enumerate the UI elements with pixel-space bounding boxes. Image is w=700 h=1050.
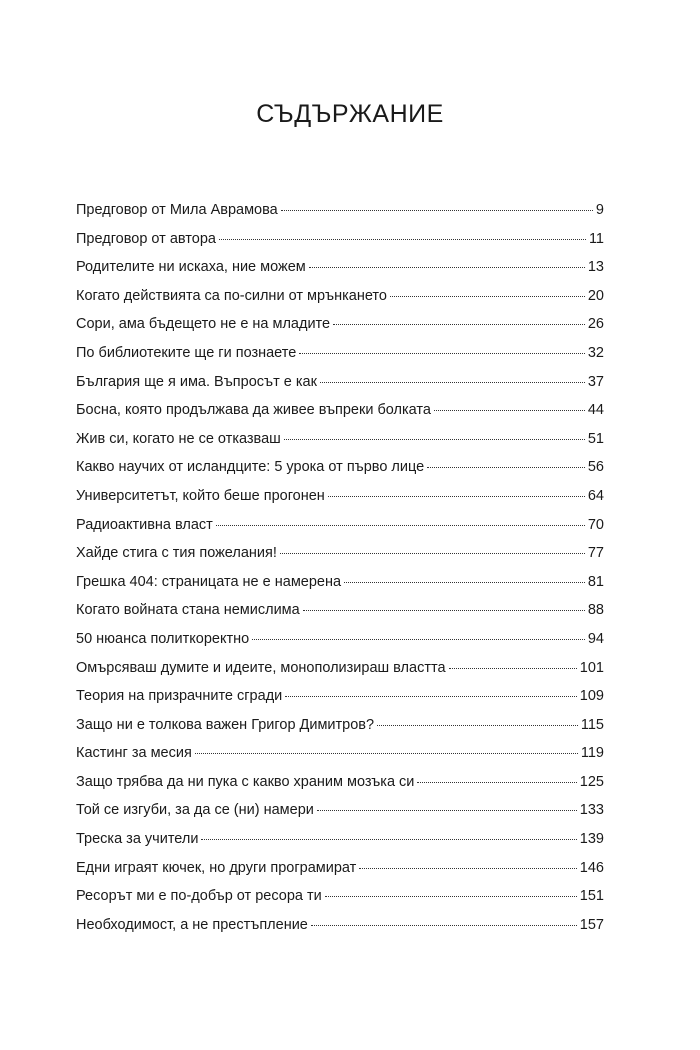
toc-entry-page-number: 94 bbox=[587, 630, 604, 647]
toc-entry bbox=[76, 596, 604, 625]
dot-leader bbox=[195, 753, 578, 754]
dot-leader bbox=[280, 553, 585, 554]
toc-entry-title: Родителите ни искаха, ние можем bbox=[76, 259, 306, 276]
toc-entry bbox=[76, 854, 604, 883]
toc-entry-title: По библиотеките ще ги познаете bbox=[76, 344, 297, 361]
toc-entry bbox=[76, 539, 604, 568]
toc-entry-page-number: 32 bbox=[587, 344, 604, 361]
toc-entry-page-number: 51 bbox=[587, 430, 604, 447]
dot-leader bbox=[303, 610, 585, 611]
toc-entry-title: Жив си, когато не се отказваш bbox=[76, 430, 281, 447]
toc-entry bbox=[76, 253, 604, 282]
toc-entry-page-number: 151 bbox=[579, 888, 604, 905]
toc-entry bbox=[76, 339, 604, 368]
toc-entry bbox=[76, 453, 604, 482]
toc-entry bbox=[76, 625, 604, 654]
toc-entry-page-number: 101 bbox=[579, 659, 604, 676]
toc-entry-title: Хайде стига с тия пожелания! bbox=[76, 545, 277, 562]
toc-entry bbox=[76, 225, 604, 254]
toc-entry bbox=[76, 911, 604, 940]
toc-entry-page-number: 20 bbox=[587, 287, 604, 304]
toc-entry bbox=[76, 568, 604, 597]
dot-leader bbox=[309, 267, 585, 268]
toc-entry bbox=[76, 396, 604, 425]
toc-entry-title: Предговор от автора bbox=[76, 230, 216, 247]
toc-entry-page-number: 115 bbox=[580, 716, 604, 733]
page-title: СЪДЪРЖАНИЕ bbox=[256, 100, 444, 128]
dot-leader bbox=[333, 324, 585, 325]
toc-entry-page-number: 56 bbox=[587, 459, 604, 476]
toc-entry bbox=[76, 368, 604, 397]
dot-leader bbox=[285, 696, 577, 697]
toc-entry-page-number: 64 bbox=[587, 487, 604, 504]
toc-entry-page-number: 125 bbox=[579, 773, 604, 790]
dot-leader bbox=[311, 925, 577, 926]
toc-entry bbox=[76, 482, 604, 511]
table-of-contents bbox=[76, 196, 604, 939]
dot-leader bbox=[344, 582, 585, 583]
toc-entry-title: Защо трябва да ни пука с какво храним мозъка си bbox=[76, 773, 415, 790]
toc-entry bbox=[76, 310, 604, 339]
dot-leader bbox=[359, 868, 577, 869]
dot-leader bbox=[427, 467, 585, 468]
toc-entry bbox=[76, 282, 604, 311]
toc-entry-title: Едни играят кючек, но други програмират bbox=[76, 859, 357, 876]
dot-leader bbox=[434, 410, 585, 411]
toc-entry-title: Теория на призрачните сгради bbox=[76, 688, 283, 705]
toc-entry-title: Радиоактивна власт bbox=[76, 516, 213, 533]
toc-entry bbox=[76, 511, 604, 540]
dot-leader bbox=[325, 896, 577, 897]
toc-entry bbox=[76, 825, 604, 854]
toc-entry-page-number: 11 bbox=[588, 230, 604, 247]
toc-entry-title: Предговор от Мила Аврамова bbox=[76, 202, 278, 218]
dot-leader bbox=[320, 382, 585, 383]
toc-entry-title: Университетът, който беше прогонен bbox=[76, 487, 325, 504]
toc-entry-title: Кастинг за месия bbox=[76, 745, 192, 762]
toc-entry-page-number: 88 bbox=[587, 602, 604, 619]
toc-entry-title: Ресорът ми е по-добър от ресора ти bbox=[76, 888, 322, 905]
toc-entry-title: Когато действията са по-силни от мрънкането bbox=[76, 287, 387, 304]
toc-entry bbox=[76, 654, 604, 683]
toc-entry-title: Треска за учители bbox=[76, 831, 199, 848]
toc-entry-page-number: 26 bbox=[587, 316, 604, 333]
dot-leader bbox=[377, 725, 578, 726]
toc-entry-title: Омърсяваш думите и идеите, монополизираш властта bbox=[76, 659, 446, 676]
toc-entry-page-number: 109 bbox=[579, 688, 604, 705]
toc-entry-page-number: 119 bbox=[580, 745, 604, 762]
dot-leader bbox=[328, 496, 585, 497]
toc-entry-title: Сори, ама бъдещето не е на младите bbox=[76, 316, 331, 333]
dot-leader bbox=[201, 839, 576, 840]
toc-entry-title: Защо ни е толкова важен Григор Димитров? bbox=[76, 716, 375, 733]
toc-entry bbox=[76, 711, 604, 740]
toc-entry bbox=[76, 768, 604, 797]
dot-leader bbox=[417, 782, 576, 783]
dot-leader bbox=[284, 439, 585, 440]
toc-entry-title: България ще я има. Въпросът е как bbox=[76, 373, 317, 390]
dot-leader bbox=[281, 210, 593, 211]
toc-entry-page-number: 81 bbox=[587, 573, 604, 590]
dot-leader bbox=[390, 296, 585, 297]
toc-entry bbox=[76, 882, 604, 911]
toc-entry bbox=[76, 196, 604, 225]
toc-entry-title: Какво научих от исландците: 5 урока от първо лице bbox=[76, 459, 425, 476]
toc-entry-title: Грешка 404: страницата не е намерена bbox=[76, 573, 342, 590]
toc-entry-page-number: 77 bbox=[587, 545, 604, 562]
toc-entry-page-number: 146 bbox=[579, 859, 604, 876]
toc-entry bbox=[76, 796, 604, 825]
toc-entry bbox=[76, 739, 604, 768]
toc-entry bbox=[76, 682, 604, 711]
toc-entry-page-number: 13 bbox=[587, 259, 604, 276]
dot-leader bbox=[216, 525, 585, 526]
toc-entry-title: Босна, която продължава да живее въпреки болката bbox=[76, 402, 431, 419]
toc-entry-title: 50 нюанса политкоректно bbox=[76, 630, 250, 647]
toc-entry-title: Необходимост, а не престъпление bbox=[76, 916, 308, 933]
dot-leader bbox=[252, 639, 585, 640]
toc-entry-page-number: 9 bbox=[595, 202, 604, 218]
toc-entry-page-number: 139 bbox=[579, 831, 604, 848]
toc-entry-page-number: 44 bbox=[587, 402, 604, 419]
dot-leader bbox=[317, 810, 577, 811]
toc-entry-page-number: 133 bbox=[579, 802, 604, 819]
toc-entry-page-number: 157 bbox=[579, 916, 604, 933]
dot-leader bbox=[449, 668, 577, 669]
toc-entry-title: Той се изгуби, за да се (ни) намери bbox=[76, 802, 314, 819]
toc-entry-page-number: 70 bbox=[587, 516, 604, 533]
toc-entry bbox=[76, 425, 604, 454]
dot-leader bbox=[299, 353, 585, 354]
toc-entry-title: Когато войната стана немислима bbox=[76, 602, 300, 619]
toc-entry-page-number: 37 bbox=[587, 373, 604, 390]
dot-leader bbox=[219, 239, 586, 240]
